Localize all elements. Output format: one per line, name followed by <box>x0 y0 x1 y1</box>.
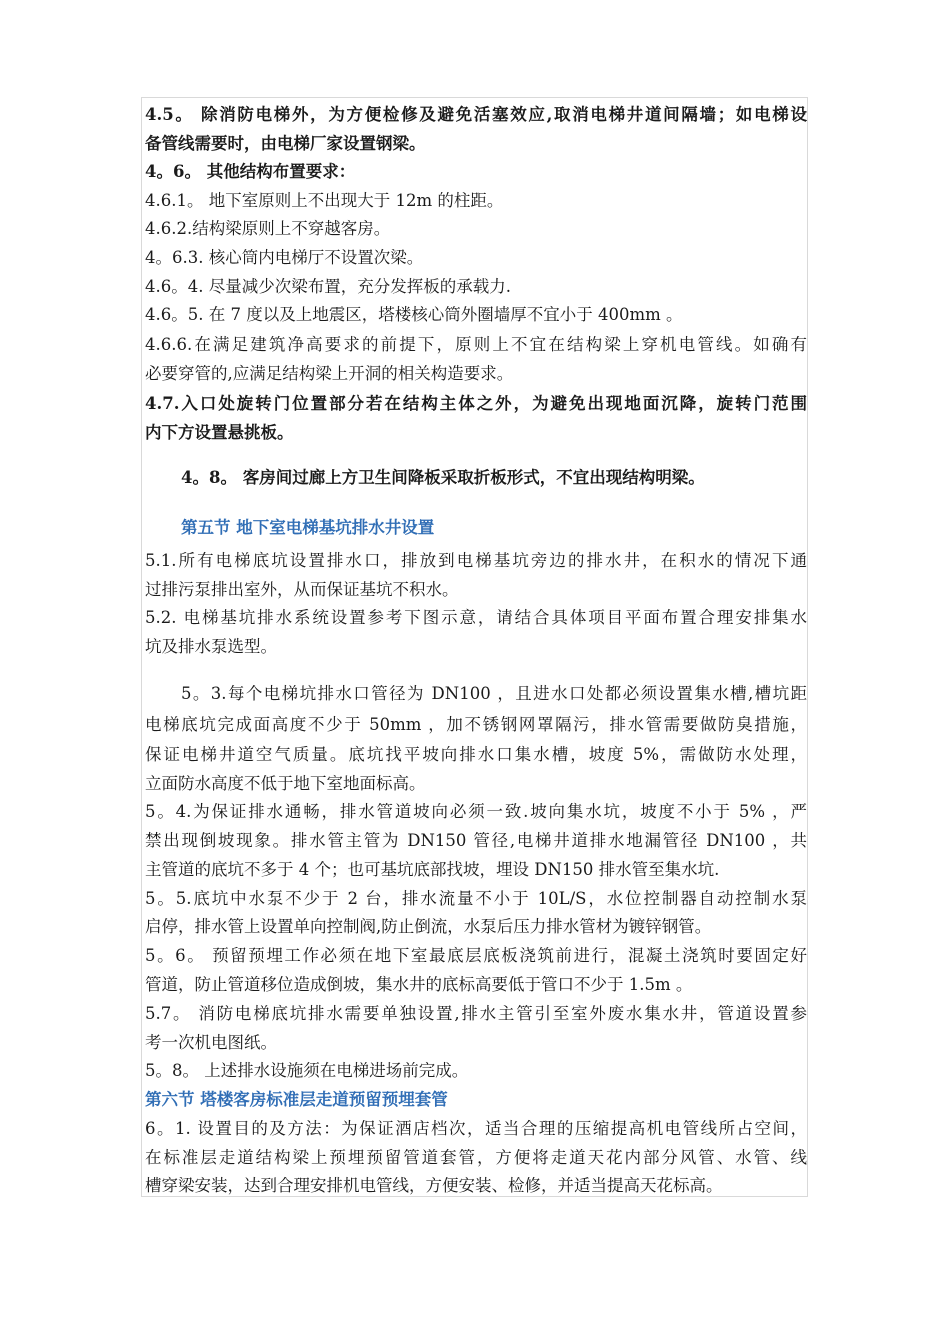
para-5-5-line-2: 启停，排水管上设置单向控制阀,防止倒流，水泵后压力排水管材为镀锌钢管。 <box>145 917 712 936</box>
para-6-1-line-1: 6。1. 设置目的及方法：为保证酒店档次，适当合理的压缩提高机电管线所占空间， <box>145 1119 807 1138</box>
para-5-2-line-2: 坑及排水泵选型。 <box>145 637 277 656</box>
para-5-1-line-1: 5.1.所有电梯底坑设置排水口，排放到电梯基坑旁边的排水井，在积水的情况下通 <box>145 551 807 570</box>
para-4-6-6-line-2: 必要穿管的,应满足结构梁上开洞的相关构造要求。 <box>145 364 514 383</box>
para-5-4-line-2: 禁出现倒坡现象。排水管主管为 DN150 管径,电梯井道排水地漏管径 DN100 ，共 <box>145 831 807 850</box>
para-4-6-1: 4.6.1。 地下室原则上不出现大于 12m 的柱距。 <box>145 191 504 210</box>
para-4-8: 4。8。 客房间过廊上方卫生间降板采取折板形式，不宜出现结构明梁。 <box>181 468 705 487</box>
para-4-6-3: 4。6.3. 核心筒内电梯厅不设置次梁。 <box>145 248 424 267</box>
section-6-heading: 第六节 塔楼客房标准层走道预留预埋套管 <box>145 1090 448 1109</box>
para-5-3-line-4: 立面防水高度不低于地下室地面标高。 <box>145 774 426 793</box>
para-5-6-line-1: 5。6。 预留预埋工作必须在地下室最底层底板浇筑前进行，混凝土浇筑时要固定好 <box>145 946 807 965</box>
para-5-5-line-1: 5。5.底坑中水泵不少于 2 台，排水流量不小于 10L/S，水位控制器自动控制水泵 <box>145 889 807 908</box>
para-4-7-line-1: 4.7.入口处旋转门位置部分若在结构主体之外，为避免出现地面沉降，旋转门范围 <box>145 394 807 413</box>
para-5-3-line-1: 5。3.每个电梯坑排水口管径为 DN100 ，且进水口处都必须设置集水槽,槽坑距 <box>181 684 807 703</box>
para-6-1-line-2: 在标准层走道结构梁上预埋预留管道套管，方便将走道天花内部分风管、水管、线 <box>145 1148 807 1167</box>
para-6-1-line-3: 槽穿梁安装，达到合理安排机电管线，方便安装、检修，并适当提高天花标高。 <box>145 1176 723 1195</box>
para-4-6-6-line-1: 4.6.6.在满足建筑净高要求的前提下，原则上不宜在结构梁上穿机电管线。如确有 <box>145 335 807 354</box>
para-4-6-5: 4.6。5. 在 7 度以及上地震区，塔楼核心筒外圈墙厚不宜小于 400mm 。 <box>145 305 683 324</box>
para-5-3-line-2: 电梯底坑完成面高度不少于 50mm ，加不锈钢网罩隔污，排水管需要做防臭措施， <box>145 715 807 734</box>
para-5-2-line-1: 5.2. 电梯基坑排水系统设置参考下图示意，请结合具体项目平面布置合理安排集水 <box>145 608 807 627</box>
para-5-1-line-2: 过排污泵排出室外，从而保证基坑不积水。 <box>145 580 459 599</box>
para-4-5-line-1: 4.5。 除消防电梯外，为方便检修及避免活塞效应,取消电梯井道间隔墙；如电梯设 <box>145 105 807 124</box>
para-4-7-line-2: 内下方设置悬挑板。 <box>145 423 294 442</box>
para-5-6-line-2: 管道，防止管道移位造成倒坡，集水井的底标高要低于管口不少于 1.5m 。 <box>145 975 693 994</box>
para-5-4-line-1: 5。4.为保证排水通畅，排水管道坡向必须一致.坡向集水坑，坡度不小于 5% ，严 <box>145 802 807 821</box>
para-4-5-line-2: 备管线需要时，由电梯厂家设置钢梁。 <box>145 134 426 153</box>
para-5-4-line-3: 主管道的底坑不多于 4 个；也可基坑底部找坡，埋设 DN150 排水管至集水坑. <box>145 860 720 879</box>
para-5-8: 5。8。 上述排水设施须在电梯进场前完成。 <box>145 1061 469 1080</box>
para-4-6-4: 4.6。4. 尽量减少次梁布置，充分发挥板的承载力. <box>145 277 511 296</box>
para-4-6-2: 4.6.2.结构梁原则上不穿越客房。 <box>145 219 391 238</box>
section-5-heading: 第五节 地下室电梯基坑排水井设置 <box>181 518 435 537</box>
para-5-7-line-1: 5.7。 消防电梯底坑排水需要单独设置,排水主管引至室外废水集水井，管道设置参 <box>145 1004 807 1023</box>
para-5-7-line-2: 考一次机电图纸。 <box>145 1033 277 1052</box>
para-5-3-line-3: 保证电梯井道空气质量。底坑找平坡向排水口集水槽，坡度 5%，需做防水处理， <box>145 745 807 764</box>
para-4-6-heading: 4。6。 其他结构布置要求： <box>145 162 356 181</box>
